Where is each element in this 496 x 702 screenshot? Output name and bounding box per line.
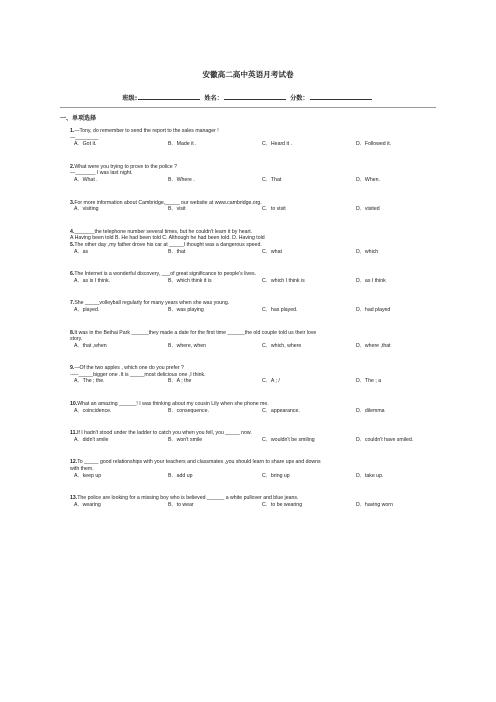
option-d[interactable]: D．dilemma — [356, 407, 385, 414]
question — [70, 401, 446, 414]
option-a[interactable]: A．visiting — [74, 206, 99, 213]
option-d[interactable]: D．take up. — [356, 472, 384, 479]
question-stem: 9.—Of the two apples , which one do you prefer ? — [70, 365, 184, 372]
option-row — [70, 378, 446, 385]
option-a[interactable]: A．that ,when — [74, 342, 107, 349]
option-b[interactable]: B．which think it is — [168, 277, 212, 284]
question-subline: with them. — [70, 466, 94, 473]
question — [70, 271, 446, 284]
option-a[interactable]: A．Got it. — [74, 141, 97, 148]
option-d[interactable]: D．had played — [356, 306, 391, 313]
question-stem: 7.She _____volleyball regularly for many years when she was young. — [70, 300, 230, 307]
question — [70, 330, 446, 350]
option-c[interactable]: C．A ; / — [262, 378, 280, 385]
option-d[interactable]: D．having worn — [356, 501, 393, 508]
option-row — [70, 307, 446, 314]
option-a[interactable]: A．coincidence. — [74, 407, 112, 414]
option-b[interactable]: B．consequence. — [168, 407, 209, 414]
option-row — [70, 206, 446, 213]
question — [70, 128, 446, 148]
option-b[interactable]: B．was playing — [168, 306, 204, 313]
question-number: 4. — [70, 228, 75, 235]
option-c[interactable]: C．to be wearing — [262, 501, 303, 508]
option-d[interactable]: D．When. — [356, 176, 380, 183]
option-d[interactable]: D．as I think — [356, 277, 386, 284]
question — [70, 300, 446, 313]
option-c[interactable]: C．wouldn't be smiling — [262, 436, 315, 443]
option-b[interactable]: B．that — [168, 248, 186, 255]
option-c[interactable]: C．what — [262, 248, 282, 255]
option-d[interactable]: D．visited — [356, 206, 380, 213]
question-number: 10. — [70, 401, 78, 408]
option-c[interactable]: C．which, where — [262, 342, 302, 349]
option-b[interactable]: B．visit — [168, 206, 186, 213]
question — [70, 495, 446, 508]
option-a[interactable]: A．as — [74, 248, 89, 255]
option-row — [70, 249, 446, 256]
option-d[interactable]: D．which — [356, 248, 379, 255]
question-stem: 2.What were you trying to prove to the police ? — [70, 163, 177, 170]
option-b[interactable]: B．Where . — [168, 176, 195, 183]
option-row — [70, 177, 446, 184]
question — [70, 242, 446, 255]
question-stem: 5.The other day ,my father drove his car at _____I thought was a dangerous speed. — [70, 241, 262, 248]
option-row — [70, 278, 446, 285]
question — [70, 459, 446, 479]
option-d[interactable]: D．Followed it. — [356, 141, 392, 148]
student-info-line — [0, 93, 496, 102]
option-a[interactable]: A．as is I think. — [74, 277, 111, 284]
option-row — [70, 141, 446, 148]
question-subline: -----_____bigger one .It is _____most delicious one ,I think. — [70, 371, 206, 378]
header-divider — [60, 107, 436, 108]
question — [70, 164, 446, 184]
option-c[interactable]: C．appearance. — [262, 407, 300, 414]
question-stem: 12.To _____ good relationships with your teachers and classmates ,you should learn to share ups and downs — [70, 459, 321, 466]
option-a[interactable]: A．keep up — [74, 472, 102, 479]
score-blank[interactable] — [310, 94, 372, 100]
option-c[interactable]: C．to visit — [262, 206, 286, 213]
question-number: 9. — [70, 365, 75, 372]
option-row — [70, 408, 446, 415]
option-a[interactable]: A．The ; the. — [74, 378, 105, 385]
option-c[interactable]: C．bring up — [262, 472, 290, 479]
question-stem: 8.It was in the Beihai Park ______they made a date for the first time ______the old couple told us their love — [70, 329, 317, 336]
question-stem: 3.For more information about Cambridge,_____ our website at www.cambridge.org. — [70, 199, 262, 206]
section-heading: 一、单项选择 — [60, 115, 97, 122]
question-number: 1. — [70, 128, 75, 134]
question-number: 13. — [70, 495, 78, 502]
option-b[interactable]: B．A ; the — [168, 378, 192, 385]
score-label: 分数： — [290, 95, 309, 102]
question-options-inline[interactable]: A Having been told B. He had been told C. Although he had been told. D. Having told — [70, 235, 265, 242]
option-row — [70, 343, 446, 350]
question-number: 7. — [70, 300, 75, 307]
option-a[interactable]: A．didn't smile — [74, 436, 109, 443]
option-row — [70, 473, 446, 480]
question-subline: —________ — [70, 134, 99, 141]
page-title: 安徽高二高中英语月考试卷 — [202, 70, 294, 79]
question-subline: —_______ I was last night. — [70, 170, 133, 177]
question-number: 3. — [70, 199, 75, 206]
option-b[interactable]: B．to wear — [168, 501, 194, 508]
option-row — [70, 437, 446, 444]
option-d[interactable]: D．where ,that — [356, 342, 391, 349]
class-label: 班级: — [122, 95, 138, 102]
question-stem: 11.If I hadn't stood under the ladder to catch you when you fell, you _____ now. — [70, 430, 252, 437]
option-a[interactable]: A．What . — [74, 176, 98, 183]
option-c[interactable]: C．That — [262, 176, 282, 183]
name-blank[interactable] — [224, 94, 286, 100]
question-number: 5. — [70, 241, 75, 248]
question-list — [70, 128, 446, 524]
question-stem: 1.—Tony, do remember to send the report to the sales manager ! — [70, 128, 219, 134]
question-number: 11. — [70, 430, 77, 437]
question-stem: 6.The Internet is a wonderful discovery, ___of great significance to people's lives. — [70, 271, 257, 278]
option-c[interactable]: C．which I think is — [262, 277, 305, 284]
option-c[interactable]: C．has played. — [262, 306, 298, 313]
option-d[interactable]: D．couldn't have smiled. — [356, 436, 414, 443]
name-label: 姓名： — [204, 95, 223, 102]
option-d[interactable]: D．The ; a — [356, 378, 382, 385]
option-c[interactable]: C．Heard it . — [262, 141, 292, 148]
question — [70, 200, 446, 213]
question — [70, 365, 446, 385]
question-stem: 10.What an amazing ______! I was thinking about my cousin Lily when she phone me. — [70, 401, 269, 408]
option-b[interactable]: B．Made it . — [168, 141, 197, 148]
question-stem: 4._______the telephone number several times, but he couldn't learn it by heart. — [70, 228, 253, 235]
question-subline: story. — [70, 336, 83, 343]
question — [70, 229, 446, 242]
class-blank[interactable] — [138, 94, 200, 100]
option-b[interactable]: B．where, when — [168, 342, 207, 349]
question-number: 6. — [70, 271, 75, 278]
question-number: 8. — [70, 329, 75, 336]
option-b[interactable]: B．won't smile — [168, 436, 203, 443]
question — [70, 430, 446, 443]
option-b[interactable]: B．add up — [168, 472, 193, 479]
option-row — [70, 502, 446, 509]
question-number: 2. — [70, 163, 75, 170]
option-a[interactable]: A．played. — [74, 306, 100, 313]
question-number: 12. — [70, 459, 78, 466]
question-stem: 13.The police are looking for a missing boy who is believed ______ a white pullover and blue jeans. — [70, 495, 299, 502]
option-a[interactable]: A．wearing — [74, 501, 101, 508]
